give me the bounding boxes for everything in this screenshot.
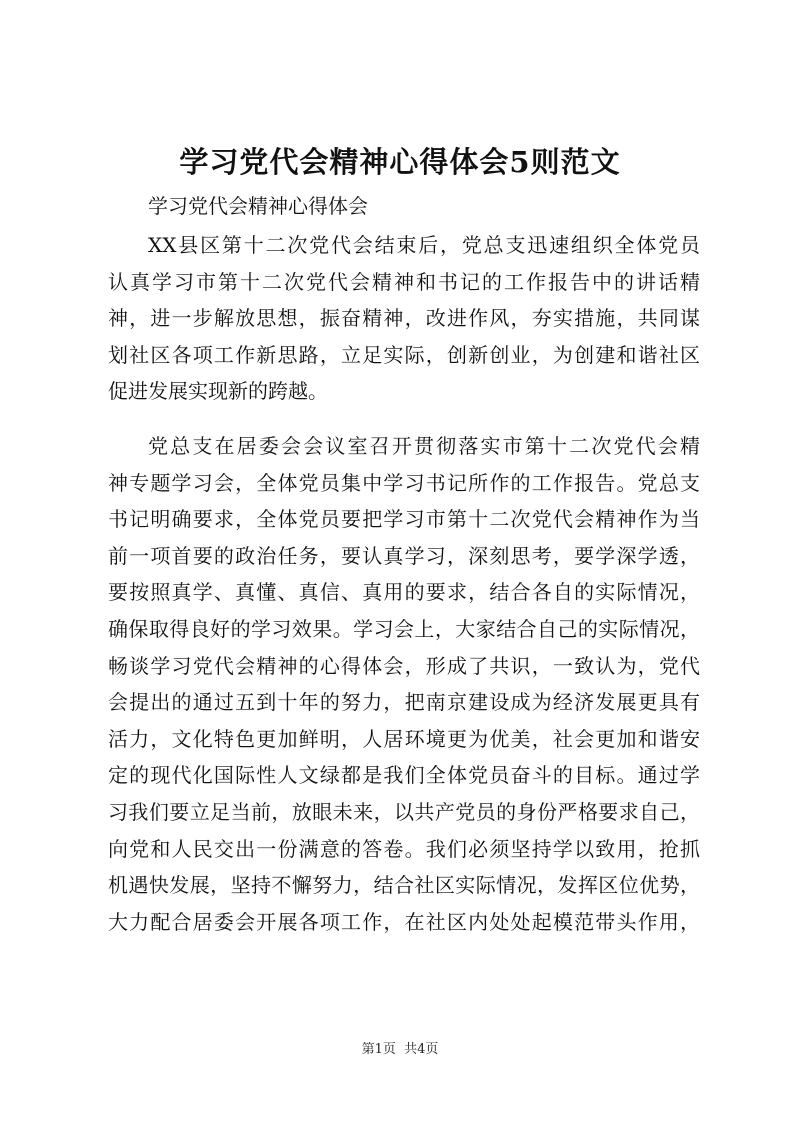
document-title: 学习党代会精神心得体会5则范文 — [179, 145, 621, 179]
paragraph-line: 向党和人民交出一份满意的答卷。我们必须坚持学以致用，抢抓 — [108, 836, 700, 861]
paragraph-line: 书记明确要求，全体党员要把学习市第十二次党代会精神作为当 — [108, 507, 700, 532]
page-number: 第1页 — [361, 1042, 396, 1057]
paragraph-line: 机遇快发展，坚持不懈努力，结合社区实际情况，发挥区位优势， — [108, 873, 700, 898]
document-subheading: 学习党代会精神心得体会 — [148, 194, 368, 218]
paragraph-line: 前一项首要的政治任务，要认真学习，深刻思考，要学深学透， — [108, 543, 700, 568]
paragraph-line: 划社区各项工作新思路，立足实际，创新创业，为创建和谐社区 — [108, 342, 700, 367]
paragraph-line: 习我们要立足当前，放眼未来，以共产党员的身份严格要求自己， — [108, 799, 700, 824]
paragraph-line: XX县区第十二次党代会结束后，党总支迅速组织全体党员 — [148, 233, 700, 257]
page-total: 共4页 — [404, 1042, 439, 1057]
paragraph-line: 会提出的通过五到十年的努力，把南京建设成为经济发展更具有 — [108, 690, 700, 715]
paragraph-line: 神，进一步解放思想，振奋精神，改进作风，夯实措施，共同谋 — [108, 306, 700, 331]
paragraph-line: 定的现代化国际性人文绿都是我们全体党员奋斗的目标。通过学 — [108, 763, 700, 788]
paragraph-1 — [108, 227, 700, 410]
paragraph-line: 确保取得良好的学习效果。学习会上，大家结合自己的实际情况， — [108, 616, 700, 641]
paragraph-line: 促进发展实现新的跨越。 — [108, 379, 328, 404]
paragraph-line: 大力配合居委会开展各项工作，在社区内处处起模范带头作用， — [108, 909, 700, 934]
paragraph-line: 认真学习市第十二次党代会精神和书记的工作报告中的讲话精 — [108, 269, 700, 294]
page-footer — [0, 1040, 800, 1060]
paragraph-line: 党总支在居委会会议室召开贯彻落实市第十二次党代会精 — [148, 434, 700, 458]
paragraph-2 — [108, 428, 700, 940]
paragraph-line: 畅谈学习党代会精神的心得体会，形成了共识，一致认为，党代 — [108, 653, 700, 678]
paragraph-line: 神专题学习会，全体党员集中学习书记所作的工作报告。党总支 — [108, 470, 700, 495]
paragraph-line: 活力，文化特色更加鲜明，人居环境更为优美，社会更加和谐安 — [108, 726, 700, 751]
paragraph-line: 要按照真学、真懂、真信、真用的要求，结合各自的实际情况， — [108, 580, 700, 605]
